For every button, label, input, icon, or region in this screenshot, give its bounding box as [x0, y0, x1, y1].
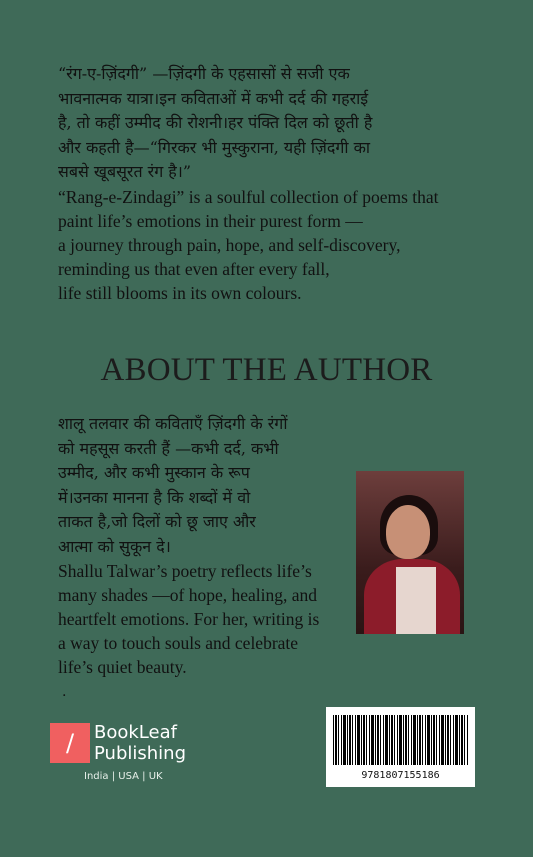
barcode-bars-icon	[333, 715, 468, 765]
bio-english-line: heartfelt emotions. For her, writing is	[58, 609, 320, 629]
blurb-hindi-line: सबसे खूबसूरत रंग है।”	[58, 162, 192, 181]
bio-hindi-line: ताकत है,जो दिलों को छू जाए और	[58, 512, 256, 531]
blurb-english-line: reminding us that even after every fall,	[58, 258, 330, 279]
trailing-dot: .	[62, 684, 67, 700]
bio-english-line: a way to touch souls and celebrate	[58, 633, 299, 653]
publisher-name	[94, 722, 234, 764]
blurb-english-line: “Rang-e-Zindagi” is a soulful collection of poems that	[58, 186, 439, 207]
photo-dupatta	[396, 567, 436, 634]
bio-english-line: Shallu Talwar’s poetry reflects life’s	[58, 561, 312, 581]
blurb-hindi-line: “रंग-ए-ज़िंदगी” —ज़िंदगी के एहसासों से सजी एक	[58, 64, 350, 83]
blurb-english-line: a journey through pain, hope, and self-discovery,	[58, 234, 401, 255]
author-photo	[356, 471, 464, 634]
slash-logo-icon: /	[50, 723, 90, 763]
publisher-tagline: India | USA | UK	[84, 771, 163, 782]
isbn-number: 9781807155186	[361, 770, 440, 781]
blurb-english-line: paint life’s emotions in their purest form —	[58, 210, 363, 231]
publisher-name-line2: Publishing	[94, 743, 186, 764]
bio-hindi-line: शालू तलवार की कविताएँ ज़िंदगी के रंगों	[58, 414, 288, 433]
isbn-barcode	[326, 707, 475, 787]
photo-face	[386, 505, 430, 559]
bio-hindi-line: उम्मीद, और कभी मुस्कान के रूप	[58, 463, 250, 482]
bio-hindi-line: आत्मा को सुकून दे।	[58, 536, 171, 556]
bio-english-line: many shades —of hope, healing, and	[58, 585, 318, 605]
blurb-hindi-line: और कहती है—“गिरकर भी मुस्कुराना, यही ज़िंदगी का	[58, 137, 371, 157]
back-cover-blurb	[58, 62, 478, 305]
bio-hindi-line: को महसूस करती हैं —कभी दर्द, कभी	[58, 438, 279, 458]
blurb-english-line: life still blooms in its own colours.	[58, 282, 302, 303]
bio-english-line: life’s quiet beauty.	[58, 657, 187, 677]
author-bio	[58, 412, 343, 679]
about-author-heading: ABOUT THE AUTHOR	[100, 352, 433, 388]
publisher-name-line1: BookLeaf	[94, 722, 177, 743]
bio-hindi-line: में।उनका मानना है कि शब्दों में वो	[58, 487, 251, 507]
blurb-hindi-line: है, तो कहीं उम्मीद की रोशनी।हर पंक्ति दिल को छूती है	[58, 113, 373, 132]
blurb-hindi-line: भावनात्मक यात्रा।इन कविताओं में कभी दर्द की गहराई	[58, 88, 369, 108]
